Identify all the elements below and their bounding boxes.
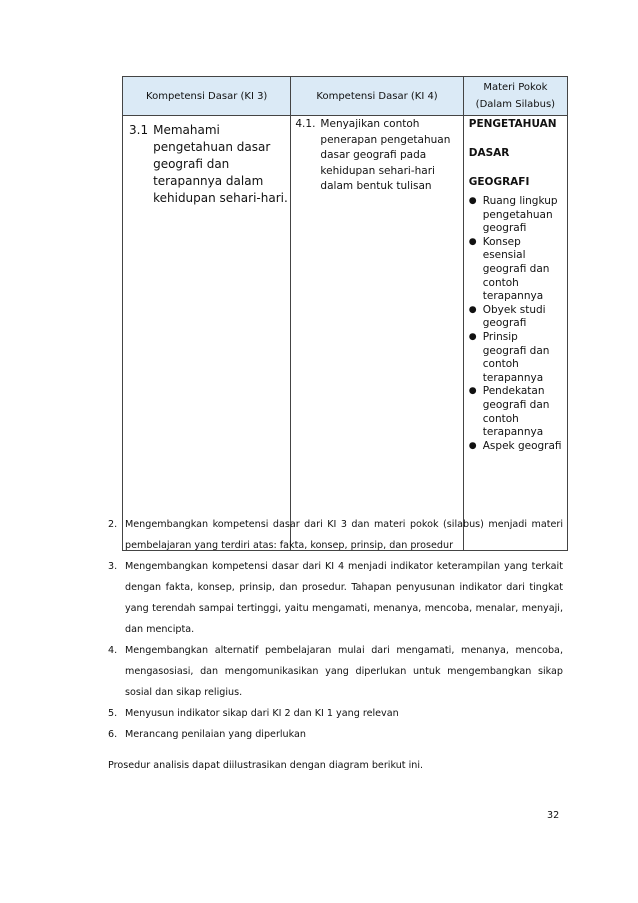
list-item: ● Konsep esensial geografi dan contoh terapannya	[468, 235, 550, 303]
procedure-steps	[108, 514, 563, 745]
table-row	[123, 116, 568, 551]
list-item: 3. Mengembangkan kompetensi dasar dari KI 4 menjadi indikator keterampilan yang terkait dengan fakta, konsep, prinsip, dan prosedur. Tahapan penyusunan indikator dari tingkat yang terendah sampai tertinggi, yaitu mengamati, menanya, mencoba, menalar, menyaji, dan mencipta.	[108, 561, 563, 635]
table-header-row	[123, 77, 568, 116]
materi-cell	[463, 116, 567, 551]
materi-heading-1: PENGETAHUAN	[468, 118, 557, 130]
list-item: ● Ruang lingkup pengetahuan geografi	[468, 195, 558, 235]
list-item: ● Obyek studi geografi	[468, 303, 546, 330]
closing-paragraph: Prosedur analisis dapat diilustrasikan dengan diagram berikut ini.	[108, 760, 424, 771]
kd4-cell	[291, 116, 463, 551]
bullet-icon: ●	[468, 304, 477, 315]
bullet-icon: ●	[468, 196, 477, 206]
materi-list	[469, 195, 563, 453]
kd4-number: 4.1.	[295, 118, 316, 130]
kd3-number: 3.1	[129, 123, 149, 137]
bullet-icon: ●	[468, 386, 477, 397]
header-materi-pokok: Materi Pokok (Dalam Silabus)	[463, 77, 567, 116]
list-item: ● Pendekatan geografi dan contoh terapannya	[468, 385, 550, 439]
list-item: 5. Menyusun indikator sikap dari KI 2 dan KI 1 yang relevan	[108, 708, 399, 719]
competency-table	[122, 76, 568, 551]
materi-heading-2: DASAR	[468, 147, 510, 159]
bullet-icon: ●	[468, 440, 477, 451]
list-item: 4. Mengembangkan alternatif pembelajaran mulai dari mengamati, menanya, mencoba, mengasosiasi, dan mengomunikasikan yang diperlukan untuk mengembangkan sikap sosial dan sikap religius.	[108, 645, 563, 698]
header-kd-ki3: Kompetensi Dasar (KI 3)	[123, 77, 291, 116]
list-item: ● Prinsip geografi dan contoh terapannya	[468, 330, 550, 384]
kd4-text: Menyajikan contoh penerapan pengetahuan dasar geografi pada kehidupan sehari-hari dalam bentuk tulisan	[320, 118, 451, 192]
list-item: 6. Merancang penilaian yang diperlukan	[108, 729, 306, 740]
header-kd-ki4: Kompetensi Dasar (KI 4)	[291, 77, 463, 116]
kd3-cell	[123, 116, 291, 551]
list-item: ● Aspek geografi	[468, 439, 562, 452]
kd3-text: Memahami pengetahuan dasar geografi dan terapannya dalam kehidupan sehari-hari.	[153, 123, 288, 205]
bullet-icon: ●	[468, 236, 477, 247]
page-number: 32	[547, 810, 560, 821]
bullet-icon: ●	[468, 331, 477, 342]
materi-heading-3: GEOGRAFI	[468, 176, 530, 188]
list-item: 2. Mengembangkan kompetensi dasar dari KI 3 dan materi pokok (silabus) menjadi materi pembelajaran yang terdiri atas: fakta, konsep, prinsip, dan prosedur	[108, 519, 563, 551]
